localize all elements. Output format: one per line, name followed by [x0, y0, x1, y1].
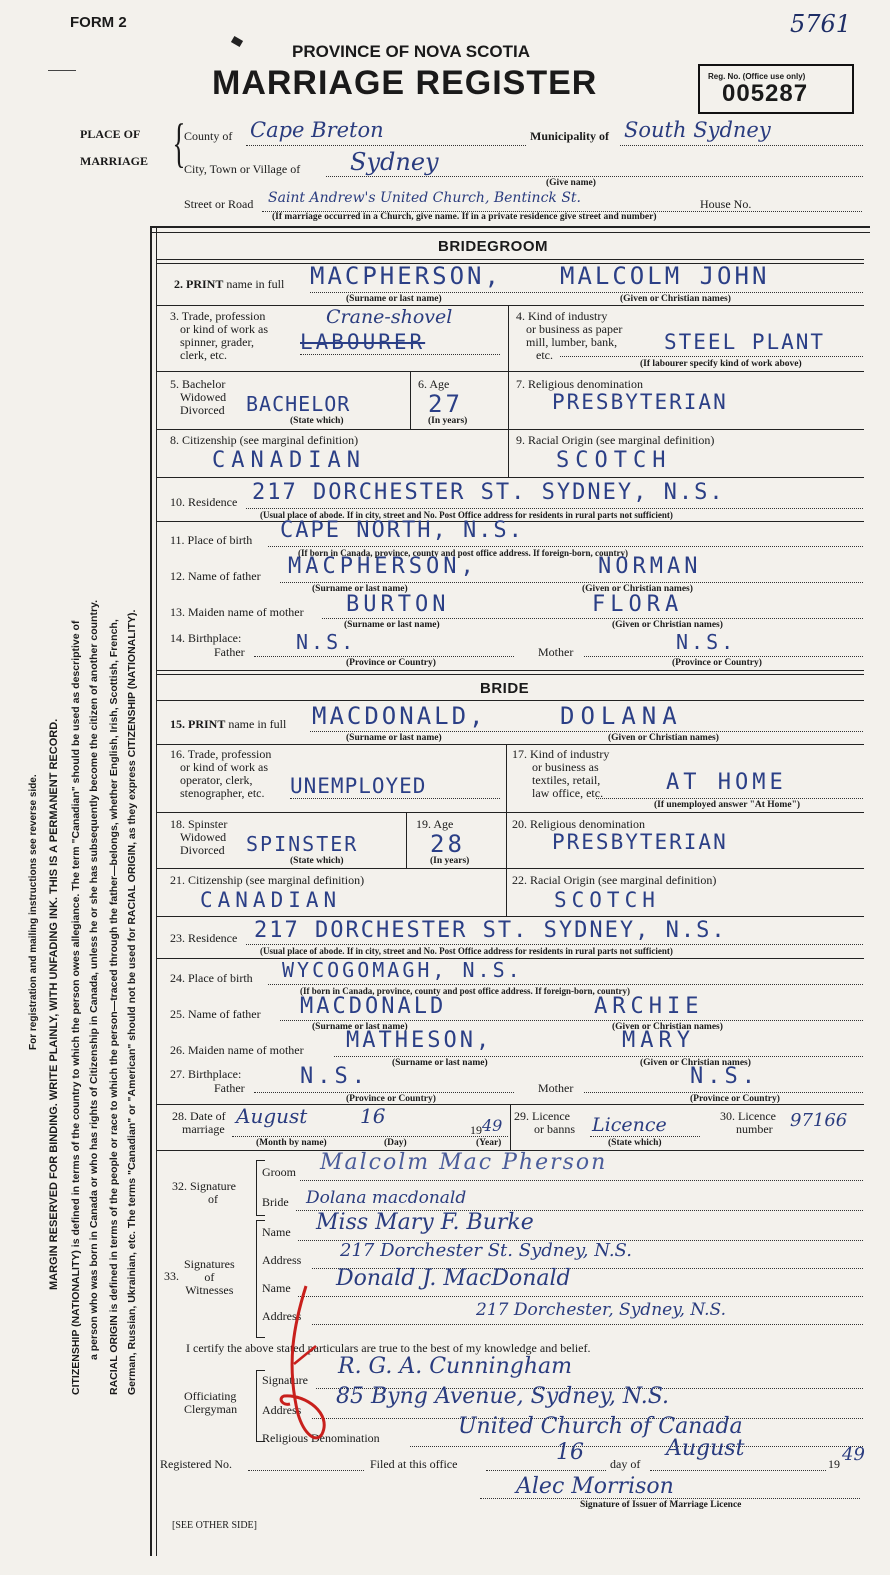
officiating-line2: Clergyman [184, 1402, 238, 1416]
side-note-4: a person who was born in Canada or who has rights of Citizenship in Canada, unless he or she has subsequently become the citizen of another country. [88, 599, 100, 1360]
groom-given: MALCOLM JOHN [560, 262, 770, 290]
f24-label: 24. Place of birth [170, 971, 253, 985]
groom-status: BACHELOR [246, 392, 351, 416]
bride-mother-given: MARY [622, 1028, 695, 1053]
bride-sig-label: Bride [262, 1195, 289, 1209]
f33-label [184, 1258, 235, 1297]
speck-mark [231, 36, 243, 47]
groom-mother-surname: BURTON [346, 592, 450, 617]
f25-given-caption: (Given or Christian names) [612, 1022, 723, 1032]
bride-given: DOLANA [560, 702, 683, 730]
f3-line4: clerk, etc. [180, 348, 227, 362]
bride-residence: 217 DORCHESTER ST. SYDNEY, N.S. [254, 918, 727, 943]
bridegroom-heading: BRIDEGROOM [438, 238, 548, 255]
f15-label: 15. PRINT name in full [170, 717, 287, 731]
bride-state-caption: (State which) [290, 856, 344, 866]
f20-label: 20. Religious denomination [512, 817, 645, 831]
bride-heading: BRIDE [480, 680, 530, 697]
groom-industry: STEEL PLANT [664, 330, 826, 354]
f18-label [170, 818, 227, 857]
reg-no-box [698, 64, 854, 114]
groom-in-years: (In years) [428, 416, 468, 426]
groom-age: 27 [428, 390, 463, 418]
f32-label [172, 1180, 236, 1206]
province-title: PROVINCE OF NOVA SCOTIA [292, 42, 531, 61]
witness2-name: Donald J. MacDonald [336, 1266, 571, 1291]
see-other-side: [SEE OTHER SIDE] [172, 1520, 257, 1531]
groom-religion: PRESBYTERIAN [552, 390, 728, 414]
groom-state-caption: (State which) [290, 416, 344, 426]
f17-line3: textiles, retail, [532, 773, 601, 787]
side-note-3: CITIZENSHIP (NATIONALITY) is defined in terms of the country to which the person owes allegiance. The term "Canadian" should be used as descriptive of [70, 620, 82, 1395]
f18-line2: Widowed [180, 830, 227, 844]
month-caption: (Month by name) [256, 1138, 327, 1148]
f27-mother-label: Mother [538, 1081, 574, 1095]
bride-racial-origin: SCOTCH [554, 888, 660, 912]
f16-label [170, 748, 271, 800]
f26-surname-caption: (Surname or last name) [392, 1058, 488, 1068]
f17-line1: 17. Kind of industry [512, 747, 610, 761]
witness2-address: 217 Dorchester, Sydney, N.S. [476, 1300, 726, 1320]
brace: { [172, 113, 186, 173]
f26-given-caption: (Given or Christian names) [640, 1058, 751, 1068]
groom-residence-note: (Usual place of abode. If in city, street and No. Post Office address for residents in rural parts not sufficient) [260, 510, 673, 520]
bride-birth-note: (If born in Canada, province, county and post office address. If foreign-born, country) [300, 986, 631, 996]
f33-line2: of [204, 1270, 215, 1284]
marriage-year: 49 [482, 1116, 503, 1135]
f27-mother-caption: (Province or Country) [690, 1094, 780, 1104]
filed-year-prefix: 19 [828, 1457, 840, 1471]
bride-age-label: 19. Age [416, 817, 454, 831]
f30-label [720, 1110, 776, 1136]
day-of-label: day of [610, 1457, 641, 1471]
denomination-label: Religious Denomination [262, 1431, 380, 1445]
f13-label: 13. Maiden name of mother [170, 605, 304, 619]
state-which-caption: (State which) [608, 1138, 662, 1148]
groom-surname-caption: (Surname or last name) [346, 294, 442, 304]
house-label: House No. [700, 197, 752, 211]
groom-signature: Malcolm Mac Pherson [320, 1150, 608, 1175]
filed-month: August [666, 1436, 745, 1461]
f4-line3: mill, lumber, bank, [526, 335, 618, 349]
f28-line2: marriage [182, 1122, 225, 1136]
f33-number: 33. [164, 1269, 179, 1283]
f25-surname-caption: (Surname or last name) [312, 1022, 408, 1032]
bride-father-surname: MACDONALD [300, 994, 447, 1019]
groom-birthplace: CAPE NORTH, N.S. [280, 518, 524, 543]
f16-line2: or kind of work as [180, 760, 268, 774]
f12-given-caption: (Given or Christian names) [582, 584, 693, 594]
clergy-address-label: Address [262, 1403, 302, 1417]
give-name-caption: (Give name) [546, 178, 596, 188]
place-of-label: PLACE OF [80, 127, 141, 141]
groom-given-caption: (Given or Christian names) [620, 294, 731, 304]
groom-sig-label: Groom [262, 1165, 296, 1179]
marriage-year-prefix: 19 [470, 1123, 482, 1137]
bride-citizenship: CANADIAN [200, 888, 342, 912]
f18-line3: Divorced [180, 843, 225, 857]
f4-note: (If labourer specify kind of work above) [640, 359, 802, 369]
city-label: City, Town or Village of [184, 162, 301, 176]
groom-age-label: 6. Age [418, 377, 450, 391]
f14-father-label: Father [214, 645, 245, 659]
groom-trade-top: Crane-shovel [326, 306, 453, 328]
groom-father-birthplace: N.S. [296, 630, 357, 654]
marriage-month: August [236, 1104, 308, 1128]
certify-statement: I certify the above stated particulars are true to the best of my knowledge and belief. [186, 1341, 591, 1355]
f17-line2: or business as [532, 760, 599, 774]
f14-mother-label: Mother [538, 645, 574, 659]
f10-label: 10. Residence [170, 495, 238, 509]
f21-label: 21. Citizenship (see marginal definition) [170, 873, 365, 887]
year-caption: (Year) [476, 1138, 502, 1148]
bride-residence-note: (Usual place of abode. If in city, street and No. Post Office address for residents in rural parts not sufficient) [260, 946, 673, 956]
f5-line2: Widowed [180, 390, 227, 404]
f29-label [514, 1110, 575, 1136]
f25-label: 25. Name of father [170, 1007, 261, 1021]
bride-father-birthplace: N.S. [300, 1064, 369, 1089]
bride-religion: PRESBYTERIAN [552, 830, 728, 854]
witness1-address-label: Address [262, 1253, 302, 1267]
marriage-label: MARRIAGE [80, 154, 148, 168]
f27-father-caption: (Province or Country) [346, 1094, 436, 1104]
issuer-signature: Alec Morrison [516, 1474, 674, 1499]
f28-line1: 28. Date of [172, 1109, 226, 1123]
day-caption: (Day) [384, 1138, 407, 1148]
f4-line1: 4. Kind of industry [516, 309, 608, 323]
f32-line2: of [208, 1192, 218, 1206]
bride-father-given: ARCHIE [594, 994, 704, 1019]
f17-line4: law office, etc. [532, 786, 604, 800]
f5-line3: Divorced [180, 403, 225, 417]
f29-line1: 29. Licence [514, 1109, 570, 1123]
officiating-label [184, 1390, 237, 1416]
f2-label-rest: name in full [226, 277, 285, 291]
page-title: MARRIAGE REGISTER [212, 64, 598, 102]
bride-mother-surname: MATHESON, [346, 1028, 493, 1053]
clergy-address: 85 Byng Avenue, Sydney, N.S. [336, 1384, 669, 1409]
licence-number: 97166 [790, 1110, 848, 1131]
f3-line3: spinner, grader, [180, 335, 255, 349]
bride-age: 28 [430, 830, 465, 858]
clergy-signature: R. G. A. Cunningham [338, 1354, 572, 1379]
f12-surname-caption: (Surname or last name) [312, 584, 408, 594]
f4-line2: or business as paper [526, 322, 623, 336]
bride-surname-caption: (Surname or last name) [346, 733, 442, 743]
witness2-address-label: Address [262, 1309, 302, 1323]
municipality-value: South Sydney [624, 118, 771, 142]
f15-label-rest: name in full [228, 717, 287, 731]
street-value: Saint Andrew's United Church, Bentinck St. [268, 190, 582, 206]
f16-line3: operator, clerk, [180, 773, 253, 787]
f3-label [170, 310, 268, 362]
f14-mother-caption: (Province or Country) [672, 658, 762, 668]
f3-line1: 3. Trade, profession [170, 309, 266, 323]
witness1-name-label: Name [262, 1225, 291, 1239]
county-label: County of [184, 129, 233, 143]
f27-label: 27. Birthplace: [170, 1067, 242, 1081]
f2-label: 2. PRINT name in full [174, 277, 285, 291]
bride-surname: MACDONALD, [312, 702, 487, 730]
groom-father-given: NORMAN [598, 554, 702, 579]
file-number: 5761 [790, 10, 852, 38]
county-value: Cape Breton [250, 118, 384, 142]
groom-father-surname: MACPHERSON, [288, 554, 478, 579]
bride-in-years: (In years) [430, 856, 470, 866]
f33-line3: Witnesses [185, 1283, 234, 1297]
f14-label: 14. Birthplace: [170, 631, 242, 645]
f18-line1: 18. Spinster [170, 817, 228, 831]
f4-label [516, 310, 622, 362]
f14-father-caption: (Province or Country) [346, 658, 436, 668]
f4-line4: etc. [536, 348, 553, 362]
city-value: Sydney [350, 148, 439, 176]
f13-surname-caption: (Surname or last name) [344, 620, 440, 630]
bride-trade: UNEMPLOYED [290, 774, 427, 798]
speck-mark [48, 70, 76, 71]
f27-father-label: Father [214, 1081, 245, 1095]
f29-line2: or banns [534, 1122, 575, 1136]
bride-birthplace: WYCOGOMAGH, N.S. [282, 958, 523, 982]
side-note-1: For registration and mailing instructions see reverse side. [28, 774, 39, 1050]
bride-industry: AT HOME [666, 770, 787, 795]
municipality-label: Municipality of [530, 129, 610, 143]
f8-label: 8. Citizenship (see marginal definition) [170, 433, 359, 447]
bride-status: SPINSTER [246, 832, 359, 856]
f23-label: 23. Residence [170, 931, 238, 945]
f16-line1: 16. Trade, profession [170, 747, 272, 761]
groom-trade: LABOURER [300, 330, 426, 354]
street-label: Street or Road [184, 197, 254, 211]
officiating-line1: Officiating [184, 1389, 237, 1403]
groom-mother-given: FLORA [592, 592, 684, 617]
f7-label: 7. Religious denomination [516, 377, 643, 391]
groom-racial-origin: SCOTCH [556, 448, 672, 473]
groom-mother-birthplace: N.S. [676, 630, 737, 654]
f30-line2: number [736, 1122, 773, 1136]
side-note-6: German, Russian, Ukrainian, etc. The terms "Canadian" or "American" should not be used for RACIAL ORIGIN, as they express CITIZENSHIP (NATIONALITY). [126, 609, 138, 1395]
filed-year: 49 [842, 1444, 865, 1465]
f32-line1: 32. Signature [172, 1179, 236, 1193]
f22-label: 22. Racial Origin (see marginal definition) [512, 873, 717, 887]
f26-label: 26. Maiden name of mother [170, 1043, 304, 1057]
f5-line1: 5. Bachelor [170, 377, 226, 391]
marriage-day: 16 [360, 1104, 386, 1128]
side-note-2: MARGIN RESERVED FOR BINDING. WRITE PLAINLY, WITH UNFADING INK. THIS IS A PERMANENT RECORD. [48, 718, 60, 1290]
f11-label: 11. Place of birth [170, 533, 253, 547]
filed-label: Filed at this office [370, 1457, 458, 1471]
licence-type: Licence [592, 1114, 667, 1136]
f17-label [512, 748, 609, 800]
f30-line1: 30. Licence [720, 1109, 776, 1123]
filed-day: 16 [556, 1440, 584, 1465]
witness1-name: Miss Mary F. Burke [316, 1210, 534, 1235]
f3-line2: or kind of work as [180, 322, 268, 336]
f17-note: (If unemployed answer "At Home") [654, 800, 801, 810]
groom-residence: 217 DORCHESTER ST. SYDNEY, N.S. [252, 480, 725, 505]
registered-no-label: Registered No. [160, 1457, 232, 1471]
bride-signature: Dolana macdonald [306, 1188, 467, 1208]
issuer-caption: Signature of Issuer of Marriage Licence [580, 1500, 742, 1510]
clergy-signature-label: Signature [262, 1373, 308, 1387]
side-note-5: RACIAL ORIGIN is defined in terms of the people or race to which the person—traced through the father—belongs, whether English, Irish, Scottish, French, [108, 619, 120, 1395]
f5-label [170, 378, 226, 417]
groom-birth-note: (If born in Canada, province, county and post office address. If foreign-born, country) [298, 548, 629, 558]
clergy-denomination: United Church of Canada [458, 1414, 743, 1439]
f28-label [172, 1110, 226, 1136]
street-note: (If marriage occurred in a Church, give name. If in a private residence give street and number) [272, 212, 657, 222]
groom-surname: MACPHERSON, [310, 262, 502, 290]
form-label: FORM 2 [70, 14, 127, 31]
reg-no-value: 005287 [722, 80, 809, 107]
witness2-name-label: Name [262, 1281, 291, 1295]
f33-line1: Signatures [184, 1257, 235, 1271]
f13-given-caption: (Given or Christian names) [612, 620, 723, 630]
reg-no-label: Reg. No. (Office use only) [708, 72, 806, 81]
witness1-address: 217 Dorchester St. Sydney, N.S. [340, 1240, 632, 1261]
groom-citizenship: CANADIAN [212, 448, 366, 473]
bride-mother-birthplace: N.S. [690, 1064, 759, 1089]
f16-line4: stenographer, etc. [180, 786, 265, 800]
f12-label: 12. Name of father [170, 569, 261, 583]
red-check-mark [276, 1284, 346, 1454]
bride-given-caption: (Given or Christian names) [608, 733, 719, 743]
f9-label: 9. Racial Origin (see marginal definition) [516, 433, 715, 447]
